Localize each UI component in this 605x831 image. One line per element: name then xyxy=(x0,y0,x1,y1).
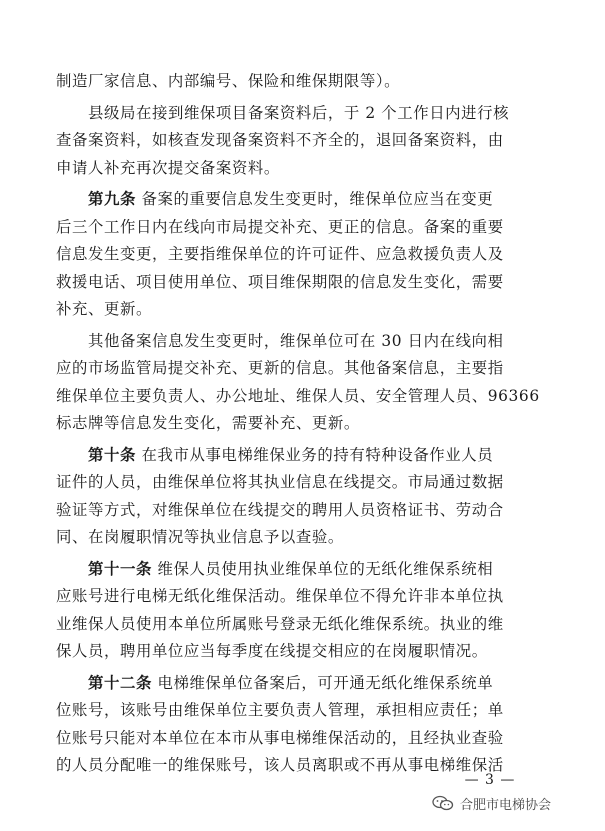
paragraph xyxy=(56,100,546,183)
paragraph xyxy=(56,556,546,666)
text-line xyxy=(56,410,546,438)
text-line xyxy=(56,442,546,470)
text-line xyxy=(56,68,546,96)
line-text: 申请人补充再次提交备案资料。 xyxy=(56,158,280,177)
text-line xyxy=(56,469,546,497)
text-line xyxy=(56,583,546,611)
line-text: 应的市场监管局提交补充、更新的信息。其他备案信息，主要指 xyxy=(56,359,504,377)
line-text: 保人员，聘用单位应当每季度在线提交相应的在岗履职情况。 xyxy=(56,642,488,660)
line-text: 验证等方式，对维保单位在线提交的聘用人员资格证书、劳动合 xyxy=(56,500,504,519)
paragraph xyxy=(56,442,546,552)
text-line xyxy=(56,100,546,128)
line-text: 维保单位主要负责人、办公地址、维保人员、安全管理人员、96366 xyxy=(56,386,540,405)
line-text: 信息发生变更，主要指维保单位的许可证件、应急救援负责人及 xyxy=(56,245,504,263)
line-text: 其他备案信息发生变更时，维保单位可在 30 日内在线向相 xyxy=(88,331,504,350)
page-number: — 3 — xyxy=(464,772,516,788)
paragraph xyxy=(56,68,546,96)
text-line xyxy=(56,328,546,356)
text-line xyxy=(56,497,546,525)
text-line xyxy=(56,127,546,155)
article-heading: 第十条 xyxy=(88,445,136,464)
text-line xyxy=(56,155,546,183)
text-line xyxy=(56,214,546,242)
text-line xyxy=(56,524,546,552)
line-text: 位账号只能对本单位在本市从事电梯维保活动的，且经执业查验 xyxy=(56,728,504,747)
line-text: 同、在岗履职情况等执业信息予以查验。 xyxy=(56,528,344,546)
text-line xyxy=(56,355,546,383)
line-text: 业维保人员使用本单位所属账号登录无纸化维保系统。执业的维 xyxy=(56,614,504,633)
watermark xyxy=(432,793,551,813)
paragraph xyxy=(56,186,546,324)
article-heading: 第十一条 xyxy=(88,559,152,578)
line-text: 补充、更新。 xyxy=(56,300,152,318)
paragraph xyxy=(56,328,546,438)
line-text: 制造厂家信息、内部编号、保险和维保期限等）。 xyxy=(56,72,401,90)
text-line xyxy=(56,383,546,411)
line-text: 应账号进行电梯无纸化维保活动。维保单位不得允许非本单位执 xyxy=(56,587,504,605)
article-heading: 第九条 xyxy=(88,190,136,208)
line-text: 备案的重要信息发生变更时，维保单位应当在变更 xyxy=(135,190,494,208)
line-text: 维保人员使用执业维保单位的无纸化维保系统相 xyxy=(151,559,494,578)
line-text: 救援电话、项目使用单位、项目维保期限的信息发生变化，需要 xyxy=(56,272,504,291)
line-text: 县级局在接到维保项目备案资料后，于 2 个工作日内进行核 xyxy=(88,103,510,122)
text-line xyxy=(56,296,546,324)
watermark-text: 合肥市电梯协会 xyxy=(460,797,552,813)
line-text: 查备案资料，如核查发现备案资料不齐全的，退回备案资料，由 xyxy=(56,131,504,149)
line-text: 证件的人员，由维保单位将其执业信息在线提交。市局通过数据 xyxy=(56,473,504,491)
text-line xyxy=(56,556,546,584)
text-line xyxy=(56,611,546,639)
document-body xyxy=(56,68,546,784)
paragraph xyxy=(56,670,546,780)
text-line xyxy=(56,638,546,666)
wechat-icon xyxy=(432,795,454,811)
text-line xyxy=(56,241,546,269)
line-text: 标志牌等信息发生变化，需要补充、更新。 xyxy=(56,414,360,432)
article-heading: 第十二条 xyxy=(88,673,152,692)
line-text: 位账号，该账号由维保单位主要负责人管理，承担相应责任；单 xyxy=(56,701,504,719)
text-line xyxy=(56,269,546,297)
line-text: 电梯维保单位备案后，可开通无纸化维保系统单 xyxy=(151,673,494,692)
line-text: 的人员分配唯一的维保账号，该人员离职或不再从事电梯维保活 xyxy=(56,756,504,774)
line-text: 后三个工作日内在线向市局提交补充、更正的信息。备案的重要 xyxy=(56,217,504,236)
line-text: 在我市从事电梯维保业务的持有特种设备作业人员 xyxy=(135,445,494,464)
text-line xyxy=(56,725,546,753)
text-line xyxy=(56,670,546,698)
text-line xyxy=(56,186,546,214)
text-line xyxy=(56,697,546,725)
